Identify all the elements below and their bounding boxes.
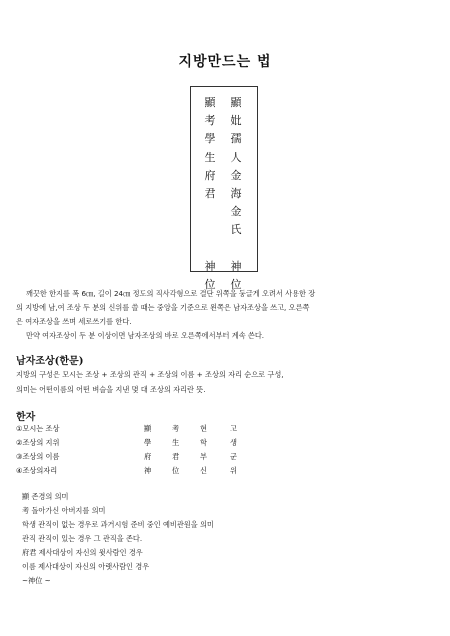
jibang-char: 位 (230, 277, 242, 291)
note-line: 관직 관직이 있는 경우 그 관직을 존다. (22, 534, 143, 543)
hanja-reading: 군 (230, 452, 237, 461)
jibang-char: 金 (230, 205, 242, 219)
hanja-row (16, 438, 256, 452)
jibang-char: 生 (204, 150, 216, 164)
intro-line: 의 지방에 남,여 조상 두 분의 신위를 쓸 때는 중앙을 기준으로 왼쪽은 남자조상을 쓰고, 오른쪽 (16, 303, 310, 312)
jibang-char: 顯 (204, 96, 216, 109)
jibang-char: 妣 (230, 114, 242, 128)
hanja-reading: 부 (200, 452, 207, 461)
section-heading: 남자조상(한문) (16, 356, 84, 367)
note-line: 考 돌아가신 아버지를 의미 (22, 506, 106, 515)
jibang-char: 考 (204, 114, 216, 128)
jibang-char: 神 (230, 259, 242, 273)
hanja-reading: 생 (230, 438, 237, 447)
hanja-label: ①모시는 조상 (16, 424, 60, 433)
jibang-char: 位 (204, 277, 216, 291)
jibang-tablet (190, 86, 258, 291)
section-text: 의미는 어떤이름의 어떤 벼슬을 지낸 몇 대 조상의 자리란 뜻. (16, 385, 206, 394)
hanja-reading: 신 (200, 466, 207, 475)
hanja-char: 君 (172, 452, 180, 461)
hanja-char: 考 (172, 424, 180, 433)
hanja-reading: 위 (230, 466, 237, 475)
intro-line: 깨끗한 한지를 폭 6㎝, 길이 24㎝ 정도의 직사각형으로 결단 위쪽을 둥글게 오려서 사용한 장 (26, 289, 316, 298)
page-title: 지방만드는 법 (178, 54, 272, 70)
jibang-char: 學 (204, 132, 216, 146)
hanja-label: ④조상의자리 (16, 466, 58, 475)
note-line: ~神位 ~ (22, 576, 51, 585)
jibang-char: 人 (230, 150, 242, 164)
note-line: 이름 제사대상이 자신의 아랫사람인 경우 (22, 562, 150, 571)
jibang-right-column (227, 94, 245, 294)
jibang-char: 海 (230, 186, 242, 200)
hanja-reading: 고 (230, 424, 237, 433)
jibang-left-column (201, 94, 219, 294)
hanja-row (16, 424, 256, 438)
jibang-char: 顯 (230, 96, 242, 109)
hanja-label: ③조상의 이름 (16, 452, 60, 461)
jibang-char: 府 (204, 168, 216, 182)
intro-line: 만약 여자조상이 두 분 이상이면 남자조상의 바로 오른쪽에서부터 계속 쓴다. (26, 331, 265, 340)
note-line: 顯 존경의 의미 (22, 492, 69, 501)
hanja-reading: 현 (200, 424, 207, 433)
note-line: 府君 제사대상이 자신의 윗사람인 경우 (22, 548, 143, 557)
jibang-char: 金 (230, 168, 242, 182)
section-text: 지방의 구성은 모시는 조상 + 조상의 관직 + 조상의 이름 + 조상의 자리 순으로 구성, (16, 370, 284, 379)
hanja-char: 神 (144, 466, 152, 475)
hanja-label: ②조상의 지위 (16, 438, 60, 447)
hanja-char: 位 (172, 466, 180, 475)
hanja-row (16, 452, 256, 466)
jibang-char: 神 (204, 259, 216, 273)
jibang-char: 君 (204, 186, 216, 200)
hanja-char: 學 (144, 438, 152, 447)
jibang-char: 氏 (230, 223, 242, 237)
hanja-reading: 학 (200, 438, 207, 447)
hanja-char: 生 (172, 438, 180, 447)
jibang-char: 孺 (230, 132, 242, 146)
intro-line: 은 여자조상을 쓰며 세로쓰기를 한다. (16, 317, 132, 326)
note-line: 학생 관직이 없는 경우로 과거시험 준비 중인 예비관원을 의미 (22, 520, 214, 529)
section-heading: 한자 (16, 412, 36, 423)
hanja-char: 府 (144, 452, 152, 461)
hanja-char: 顯 (144, 424, 152, 433)
hanja-row (16, 466, 256, 480)
